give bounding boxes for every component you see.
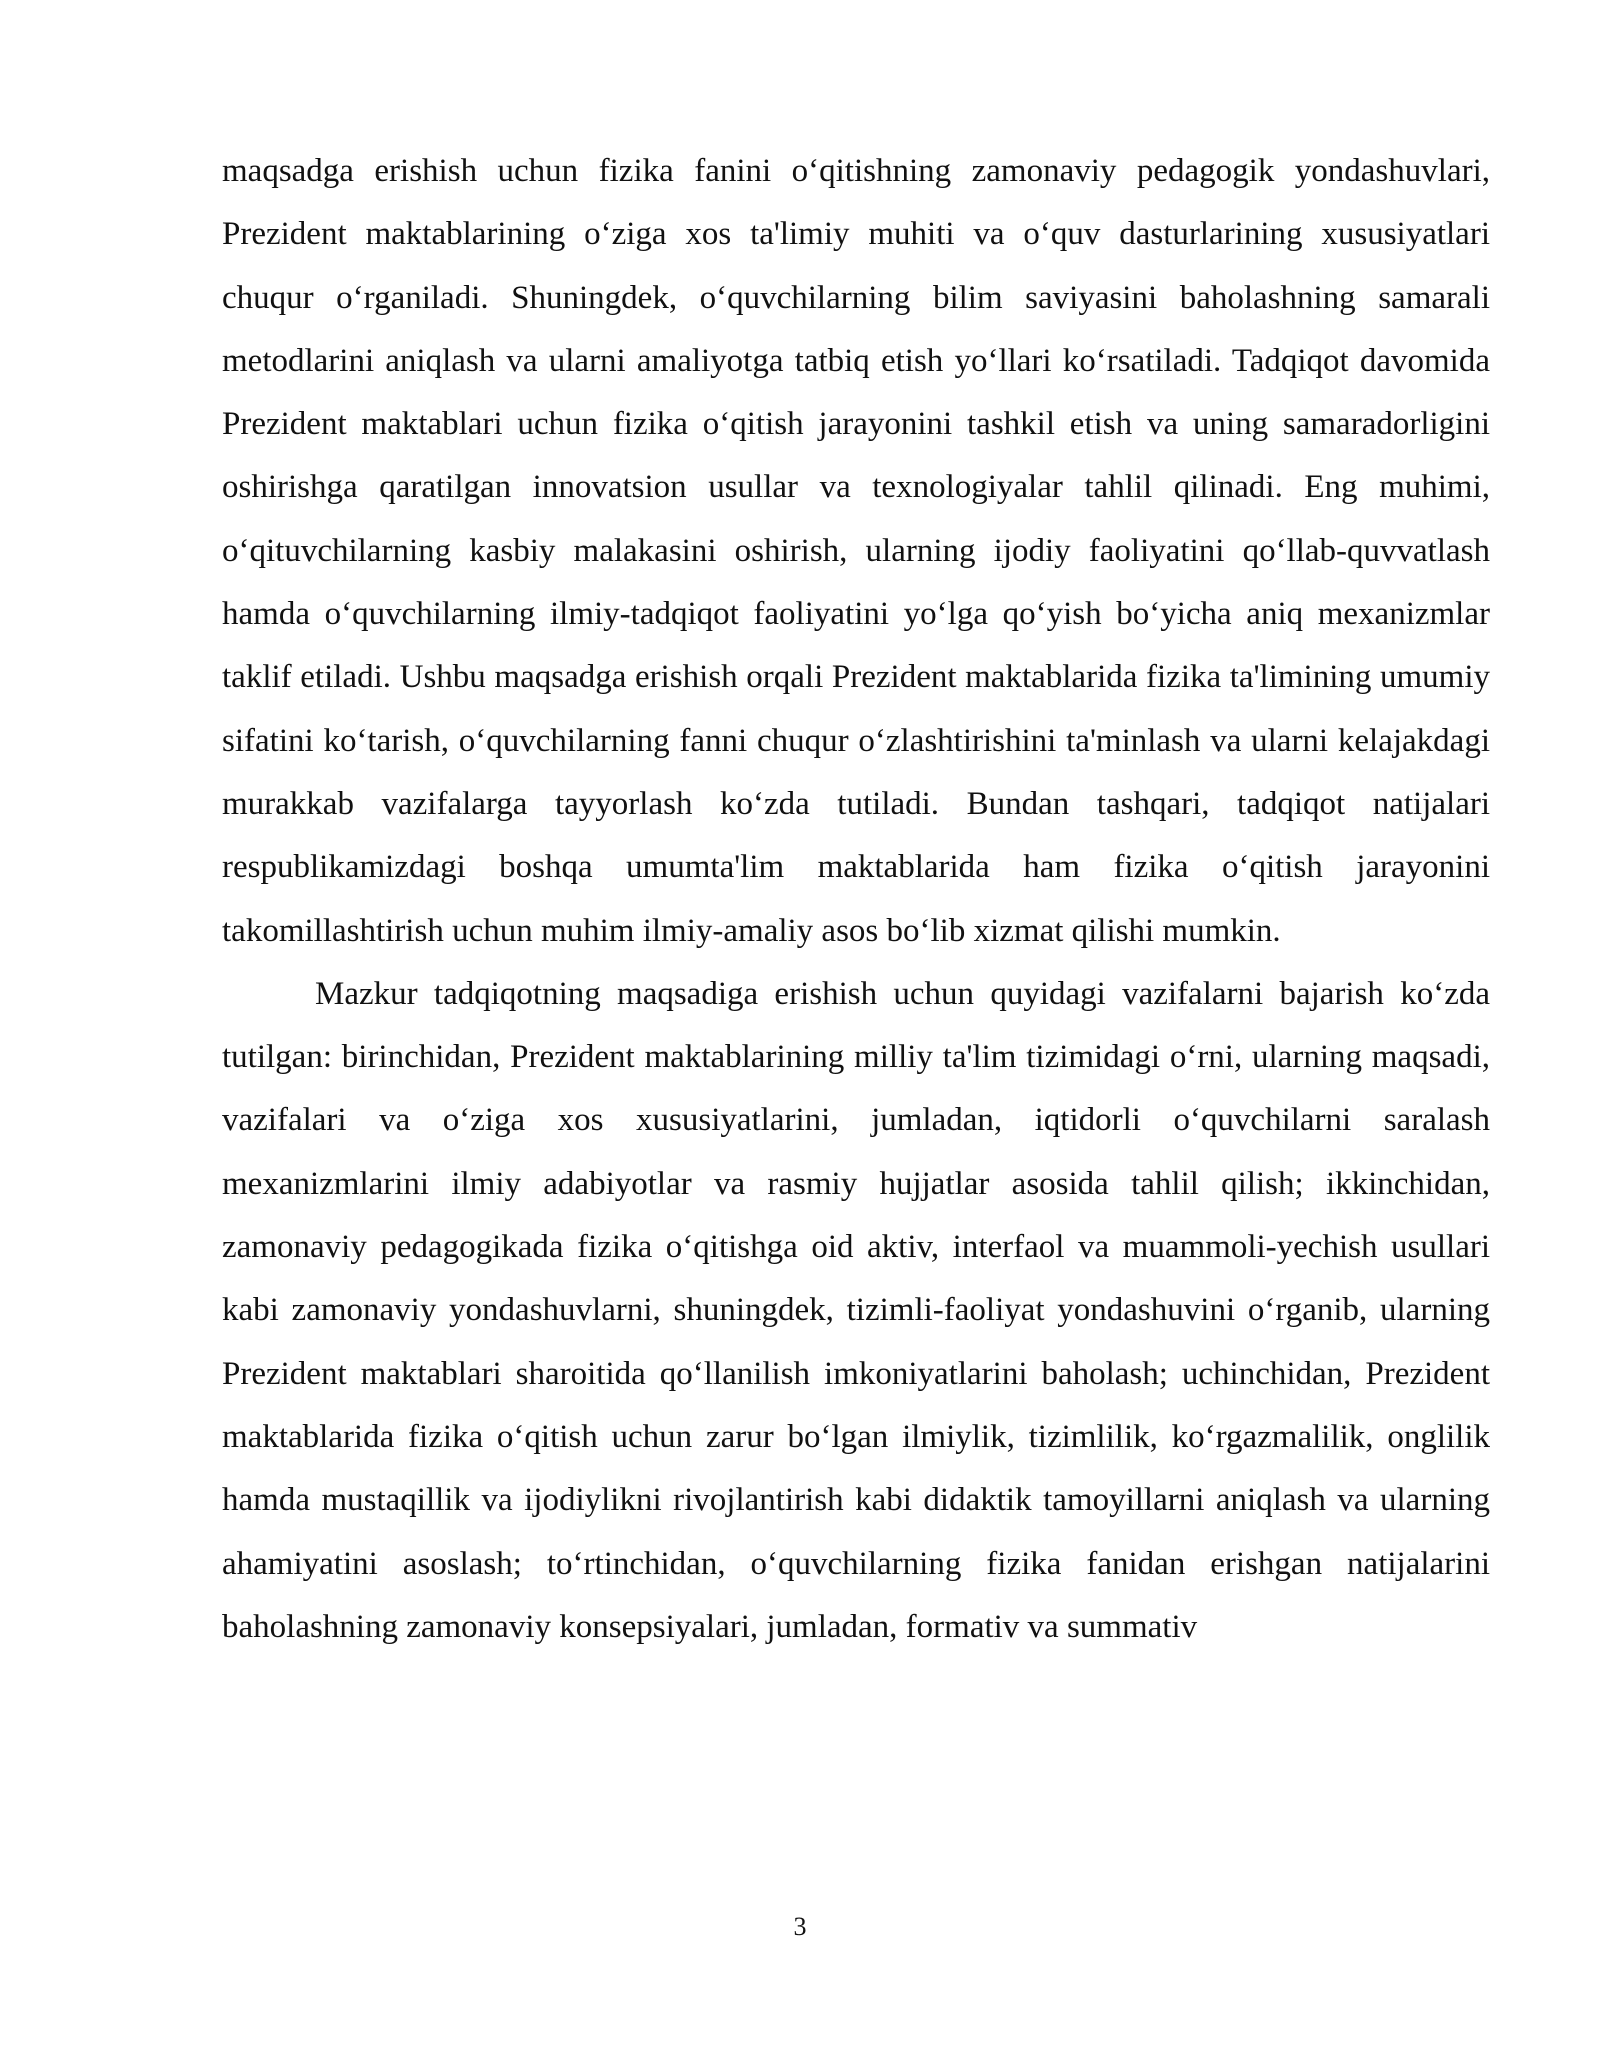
page-number: 3 — [793, 1912, 807, 1941]
document-body — [222, 140, 1490, 1659]
paragraph-1: maqsadga erishish uchun fizika fanini o‘qitishning zamonaviy pedagogik yondashuvlari, Prezident maktablarining o‘ziga xos ta'limiy muhiti va o‘quv dasturlarining xususiyatlari chuqur o‘rganiladi. Shuningdek, o‘quvchilarning bilim saviyasini baholashning samarali metodlarini aniqlash va ularni amaliyotga tatbiq etish yo‘llari ko‘rsatiladi. Tadqiqot davomida Prezident maktablari uchun fizika o‘qitish jarayonini tashkil etish va uning samaradorligini oshirishga qaratilgan innovatsion usullar va texnologiyalar tahlil qilinadi. Eng muhimi, o‘qituvchilarning kasbiy malakasini oshirish, ularning ijodiy faoliyatini qo‘llab-quvvatlash hamda o‘quvchilarning ilmiy-tadqiqot faoliyatini yo‘lga qo‘yish bo‘yicha aniq mexanizmlar taklif etiladi. Ushbu maqsadga erishish orqali Prezident maktablarida fizika ta'limining umumiy sifatini ko‘tarish, o‘quvchilarning fanni chuqur o‘zlashtirishini ta'minlash va ularni kelajakdagi murakkab vazifalarga tayyorlash ko‘zda tutiladi. Bundan tashqari, tadqiqot natijalari respublikamizdagi boshqa umumta'lim maktablarida ham fizika o‘qitish jarayonini takomillashtirish uchun muhim ilmiy-amaliy asos bo‘lib xizmat qilishi mumkin. — [222, 153, 1490, 949]
paragraph-2: Mazkur tadqiqotning maqsadiga erishish uchun quyidagi vazifalarni bajarish ko‘zda tutilgan: birinchidan, Prezident maktablarining milliy ta'lim tizimidagi o‘rni, ularning maqsadi, vazifalari va o‘ziga xos xususiyatlarini, jumladan, iqtidorli o‘quvchilarni saralash mexanizmlarini ilmiy adabiyotlar va rasmiy hujjatlar asosida tahlil qilish; ikkinchidan, zamonaviy pedagogikada fizika o‘qitishga oid aktiv, interfaol va muammoli-yechish usullari kabi zamonaviy yondashuvlarni, shuningdek, tizimli-faoliyat yondashuvini o‘rganib, ularning Prezident maktablari sharoitida qo‘llanilish imkoniyatlarini baholash; uchinchidan, Prezident maktablarida fizika o‘qitish uchun zarur bo‘lgan ilmiylik, tizimlilik, ko‘rgazmalilik, onglilik hamda mustaqillik va ijodiylikni rivojlantirish kabi didaktik tamoyillarni aniqlash va ularning ahamiyatini asoslash; to‘rtinchidan, o‘quvchilarning fizika fanidan erishgan natijalarini baholashning zamonaviy konsepsiyalari, jumladan, formativ va summativ — [222, 975, 1490, 1645]
